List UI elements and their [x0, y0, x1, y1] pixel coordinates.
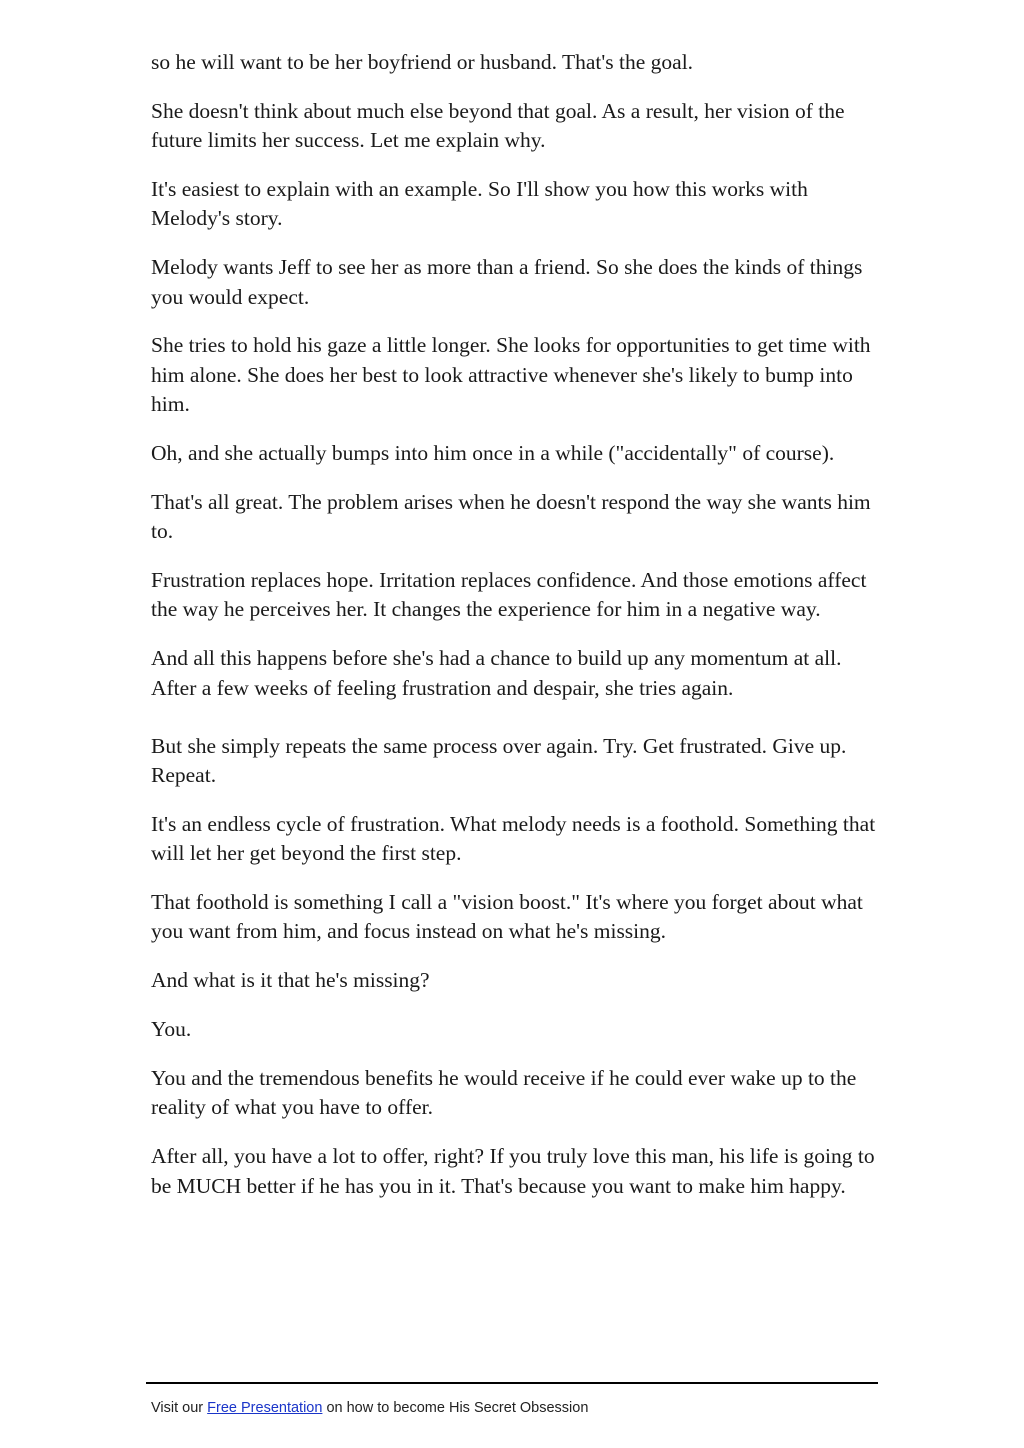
paragraph: And what is it that he's missing?: [151, 968, 430, 993]
body-text: [151, 48, 876, 1221]
footer: [151, 1399, 588, 1417]
paragraph: Frustration replaces hope. Irritation replaces confidence. And those emotions affect the way he perceives her. It changes the experience for him in a negative way.: [151, 568, 867, 622]
paragraph: But she simply repeats the same process over again. Try. Get frustrated. Give up. Repeat.: [151, 733, 847, 788]
paragraph: You and the tremendous benefits he would receive if he could ever wake up to the reality of what you have to offer.: [151, 1066, 857, 1120]
paragraph: And all this happens before she's had a chance to build up any momentum at all. After a few weeks of feeling frustration and despair, she tries again.: [151, 646, 842, 700]
paragraph: You.: [151, 1017, 192, 1042]
paragraph: Oh, and she actually bumps into him once in a while ("accidentally" of course).: [151, 440, 835, 465]
paragraph: After all, you have a lot to offer, right? If you truly love this man, his life is going to be MUCH better if he has you in it. That's because you want to make him happy.: [151, 1144, 875, 1198]
paragraph: That foothold is something I call a "vision boost." It's where you forget about what you want from him, and focus instead on what he's missing.: [151, 890, 863, 944]
footer-divider: [146, 1382, 878, 1384]
paragraph: so he will want to be her boyfriend or husband. That's the goal.: [151, 50, 694, 74]
footer-suffix: on how to become His Secret Obsession: [322, 1400, 589, 1416]
paragraph: She tries to hold his gaze a little longer. She looks for opportunities to get time with him alone. She does her best to look attractive whenever she's likely to bump into him.: [151, 333, 871, 417]
paragraph: It's an endless cycle of frustration. What melody needs is a foothold. Something that will let her get beyond the first step.: [151, 811, 876, 866]
paragraph: That's all great. The problem arises when he doesn't respond the way she wants him to.: [151, 489, 871, 544]
paragraph: It's easiest to explain with an example. So I'll show you how this works with Melody's story.: [151, 177, 808, 231]
paragraph: She doesn't think about much else beyond that goal. As a result, her vision of the future limits her success. Let me explain why.: [151, 98, 845, 153]
free-presentation-link[interactable]: Free Presentation: [207, 1400, 323, 1416]
paragraph: Melody wants Jeff to see her as more than a friend. So she does the kinds of things you would expect.: [151, 255, 863, 309]
footer-prefix: Visit our: [151, 1400, 208, 1416]
